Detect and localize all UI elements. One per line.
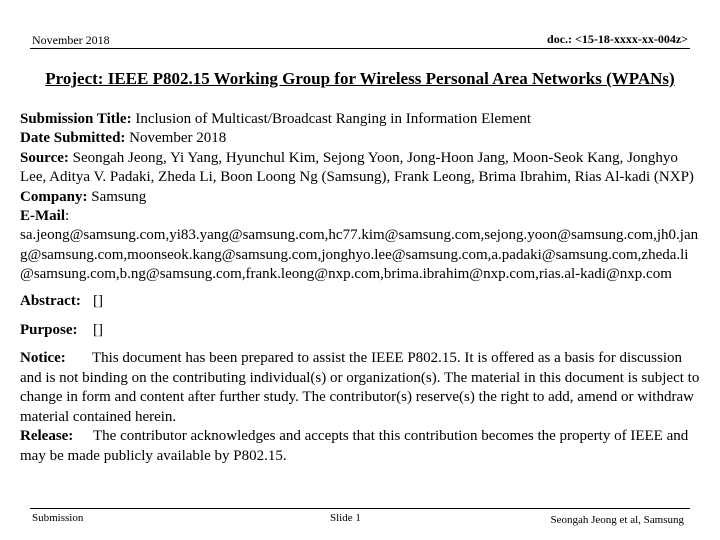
- email-label: E-Mail: [20, 208, 65, 225]
- email-label-line: [20, 207, 702, 226]
- notice-paragraph: [20, 349, 702, 427]
- abstract-value: []: [93, 292, 103, 309]
- email-colon: :: [65, 208, 70, 225]
- footer-divider: [30, 508, 690, 509]
- abstract-line: [20, 292, 702, 311]
- release-label: Release:: [20, 428, 74, 445]
- project-title: Project: IEEE P802.15 Working Group for Wireless Personal Area Networks (WPANs): [45, 69, 675, 88]
- submission-title-line: [20, 110, 702, 129]
- footer-author: Seongah Jeong et al, Samsung: [550, 514, 684, 526]
- purpose-line: [20, 321, 702, 340]
- header-date: November 2018: [32, 33, 110, 47]
- purpose-label: Purpose:: [20, 322, 78, 339]
- date-submitted-line: [20, 129, 702, 148]
- company-value: Samsung: [91, 188, 147, 205]
- header-divider: [30, 48, 690, 49]
- abstract-label: Abstract:: [20, 292, 81, 309]
- footer-slide-number: Slide 1: [330, 512, 361, 524]
- header-doc-number: doc.: <15-18-xxxx-xx-004z>: [547, 32, 688, 46]
- notice-value: This document has been prepared to assist the IEEE P802.15. It is offered as a basis for discussion and is not binding on the contributing individual(s) or organization(s). The material in this document is subject to change in form and content after further study. The contributor(s) reserve(s) the right to add, amend or withdraw material contained herein.: [20, 350, 700, 425]
- company-label: Company:: [20, 188, 88, 205]
- company-line: [20, 188, 702, 207]
- purpose-value: []: [93, 322, 103, 339]
- submission-title-value: Inclusion of Multicast/Broadcast Ranging in Information Element: [135, 111, 532, 127]
- date-submitted-label: Date Submitted:: [20, 130, 126, 147]
- document-body: [20, 110, 702, 466]
- source-line: [20, 149, 702, 188]
- source-label: Source:: [20, 149, 69, 166]
- notice-label: Notice:: [20, 350, 66, 367]
- release-value: The contributor acknowledges and accepts that this contribution becomes the property of IEEE and may be made publicly available by P802.15.: [20, 428, 689, 464]
- date-submitted-value: November 2018: [129, 130, 227, 147]
- release-paragraph: [20, 427, 702, 466]
- submission-title-label: Submission Title:: [20, 111, 132, 127]
- source-value: Seongah Jeong, Yi Yang, Hyunchul Kim, Sejong Yoon, Jong-Hoon Jang, Moon-Seok Kang, Jonghyo Lee, Aditya V. Padaki, Zheda Li, Boon Loong Ng (Samsung), Frank Leong, Brima Ibrahim, Rias Al-kadi (NXP): [20, 149, 694, 186]
- footer-submission: Submission: [32, 512, 84, 524]
- email-list: sa.jeong@samsung.com,yi83.yang@samsung.com,hc77.kim@samsung.com,sejong.yoon@samsung.com,jh0.jang@samsung.com,moonseok.kang@samsung.com,jonghyo.lee@samsung.com,a.padaki@samsung.com,zheda.li@samsung.com,b.ng@samsung.com,frank.leong@nxp.com,brima.ibrahim@nxp.com,rias.al-kadi@nxp.com: [20, 227, 699, 283]
